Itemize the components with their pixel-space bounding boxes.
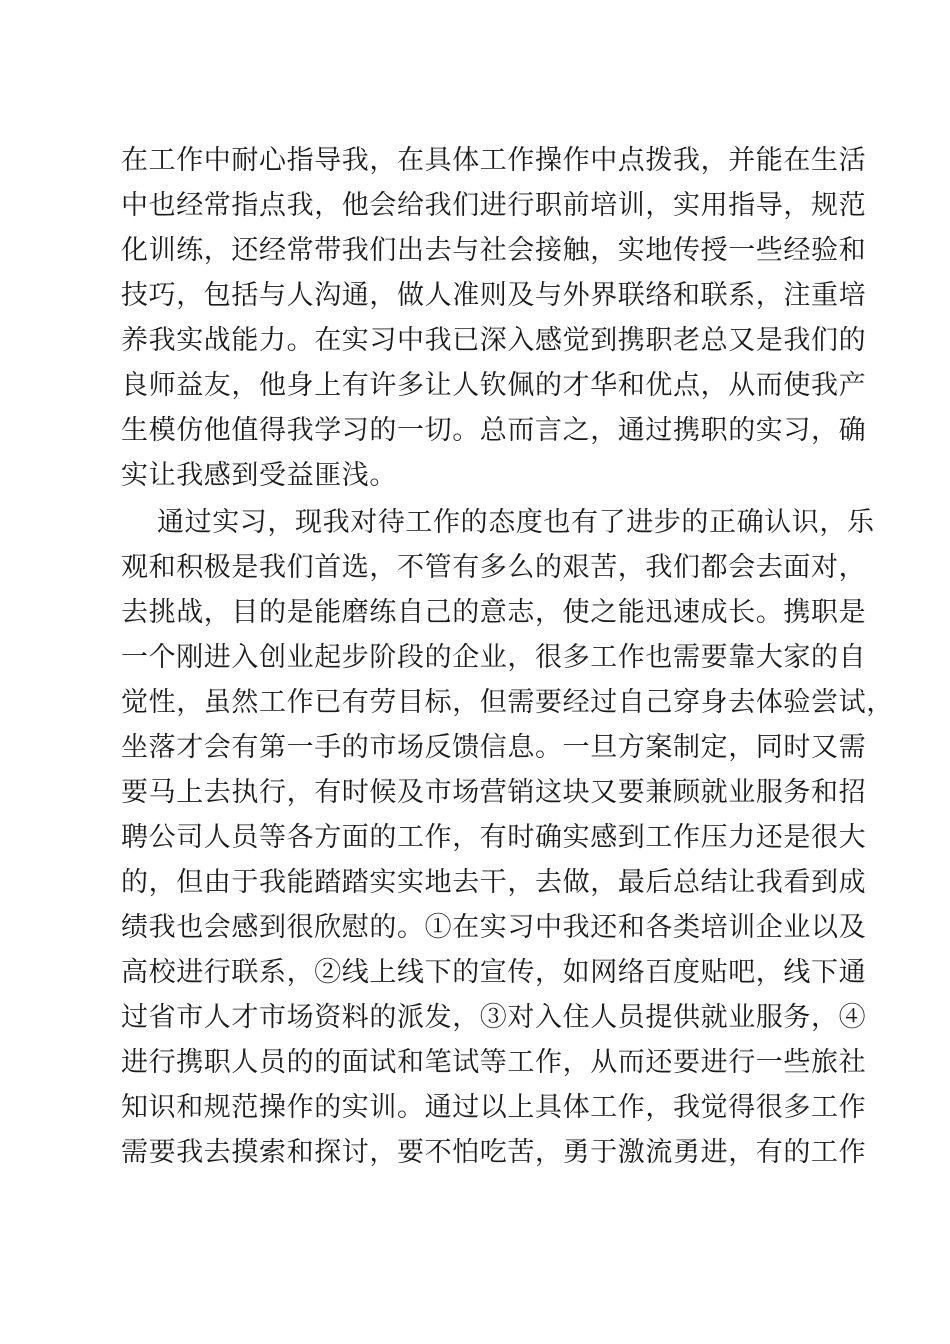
paragraph-2-line-4: 一个刚进入创业起步阶段的企业，很多工作也需要靠大家的自 (121, 642, 867, 673)
paragraph-2-line-1: 通过实习，现我对待工作的态度也有了进步的正确认识，乐 (157, 507, 875, 538)
paragraph-1-line-5: 养我实战能力。在实习中我已深入感觉到携职老总又是我们的 (121, 325, 867, 356)
paragraph-2-line-14: 知识和规范操作的实训。通过以上具体工作，我觉得很多工作 (121, 1092, 867, 1123)
paragraph-1-line-6: 良师益友，他身上有许多让人钦佩的才华和优点，从而使我产 (121, 370, 867, 401)
paragraph-1-line-4: 技巧，包括与人沟通，做人准则及与外界联络和联系，注重培 (121, 280, 867, 311)
paragraph-2-line-8: 聘公司人员等各方面的工作，有时确实感到工作压力还是很大 (121, 822, 867, 853)
paragraph-2-line-11: 高校进行联系，②线上线下的宣传，如网络百度贴吧，线下通 (121, 957, 867, 988)
paragraph-1-line-8: 实让我感到受益匪浅。 (121, 460, 397, 491)
paragraph-1-line-2: 中也经常指点我，他会给我们进行职前培训，实用指导，规范 (121, 190, 867, 221)
paragraph-1-line-3: 化训练，还经常带我们出去与社会接触，实地传授一些经验和 (121, 235, 867, 266)
paragraph-2-line-5: 觉性，虽然工作已有劳目标，但需要经过自己穿身去体验尝试， (121, 687, 894, 718)
paragraph-2-line-13: 进行携职人员的的面试和笔试等工作，从而还要进行一些旅社 (121, 1047, 867, 1078)
paragraph-2-line-10: 绩我也会感到很欣慰的。①在实习中我还和各类培训企业以及 (121, 912, 867, 943)
paragraph-2-line-7: 要马上去执行，有时候及市场营销这块又要兼顾就业服务和招 (121, 777, 867, 808)
paragraph-1-line-1: 在工作中耐心指导我，在具体工作操作中点拨我，并能在生活 (121, 145, 867, 176)
paragraph-2-line-12: 过省市人才市场资料的派发，③对入住人员提供就业服务，④ (121, 1002, 867, 1033)
paragraph-2-line-15: 需要我去摸索和探讨，要不怕吃苦，勇于激流勇进，有的工作 (121, 1137, 867, 1168)
paragraph-2-line-2: 观和积极是我们首选，不管有多么的艰苦，我们都会去面对， (121, 552, 867, 583)
paragraph-1-line-7: 生模仿他值得我学习的一切。总而言之，通过携职的实习，确 (121, 415, 867, 446)
paragraph-2-line-3: 去挑战，目的是能磨练自己的意志，使之能迅速成长。携职是 (121, 597, 867, 628)
paragraph-2-line-9: 的，但由于我能踏踏实实地去干，去做，最后总结让我看到成 (121, 867, 867, 898)
paragraph-2-line-6: 坐落才会有第一手的市场反馈信息。一旦方案制定，同时又需 (121, 732, 867, 763)
